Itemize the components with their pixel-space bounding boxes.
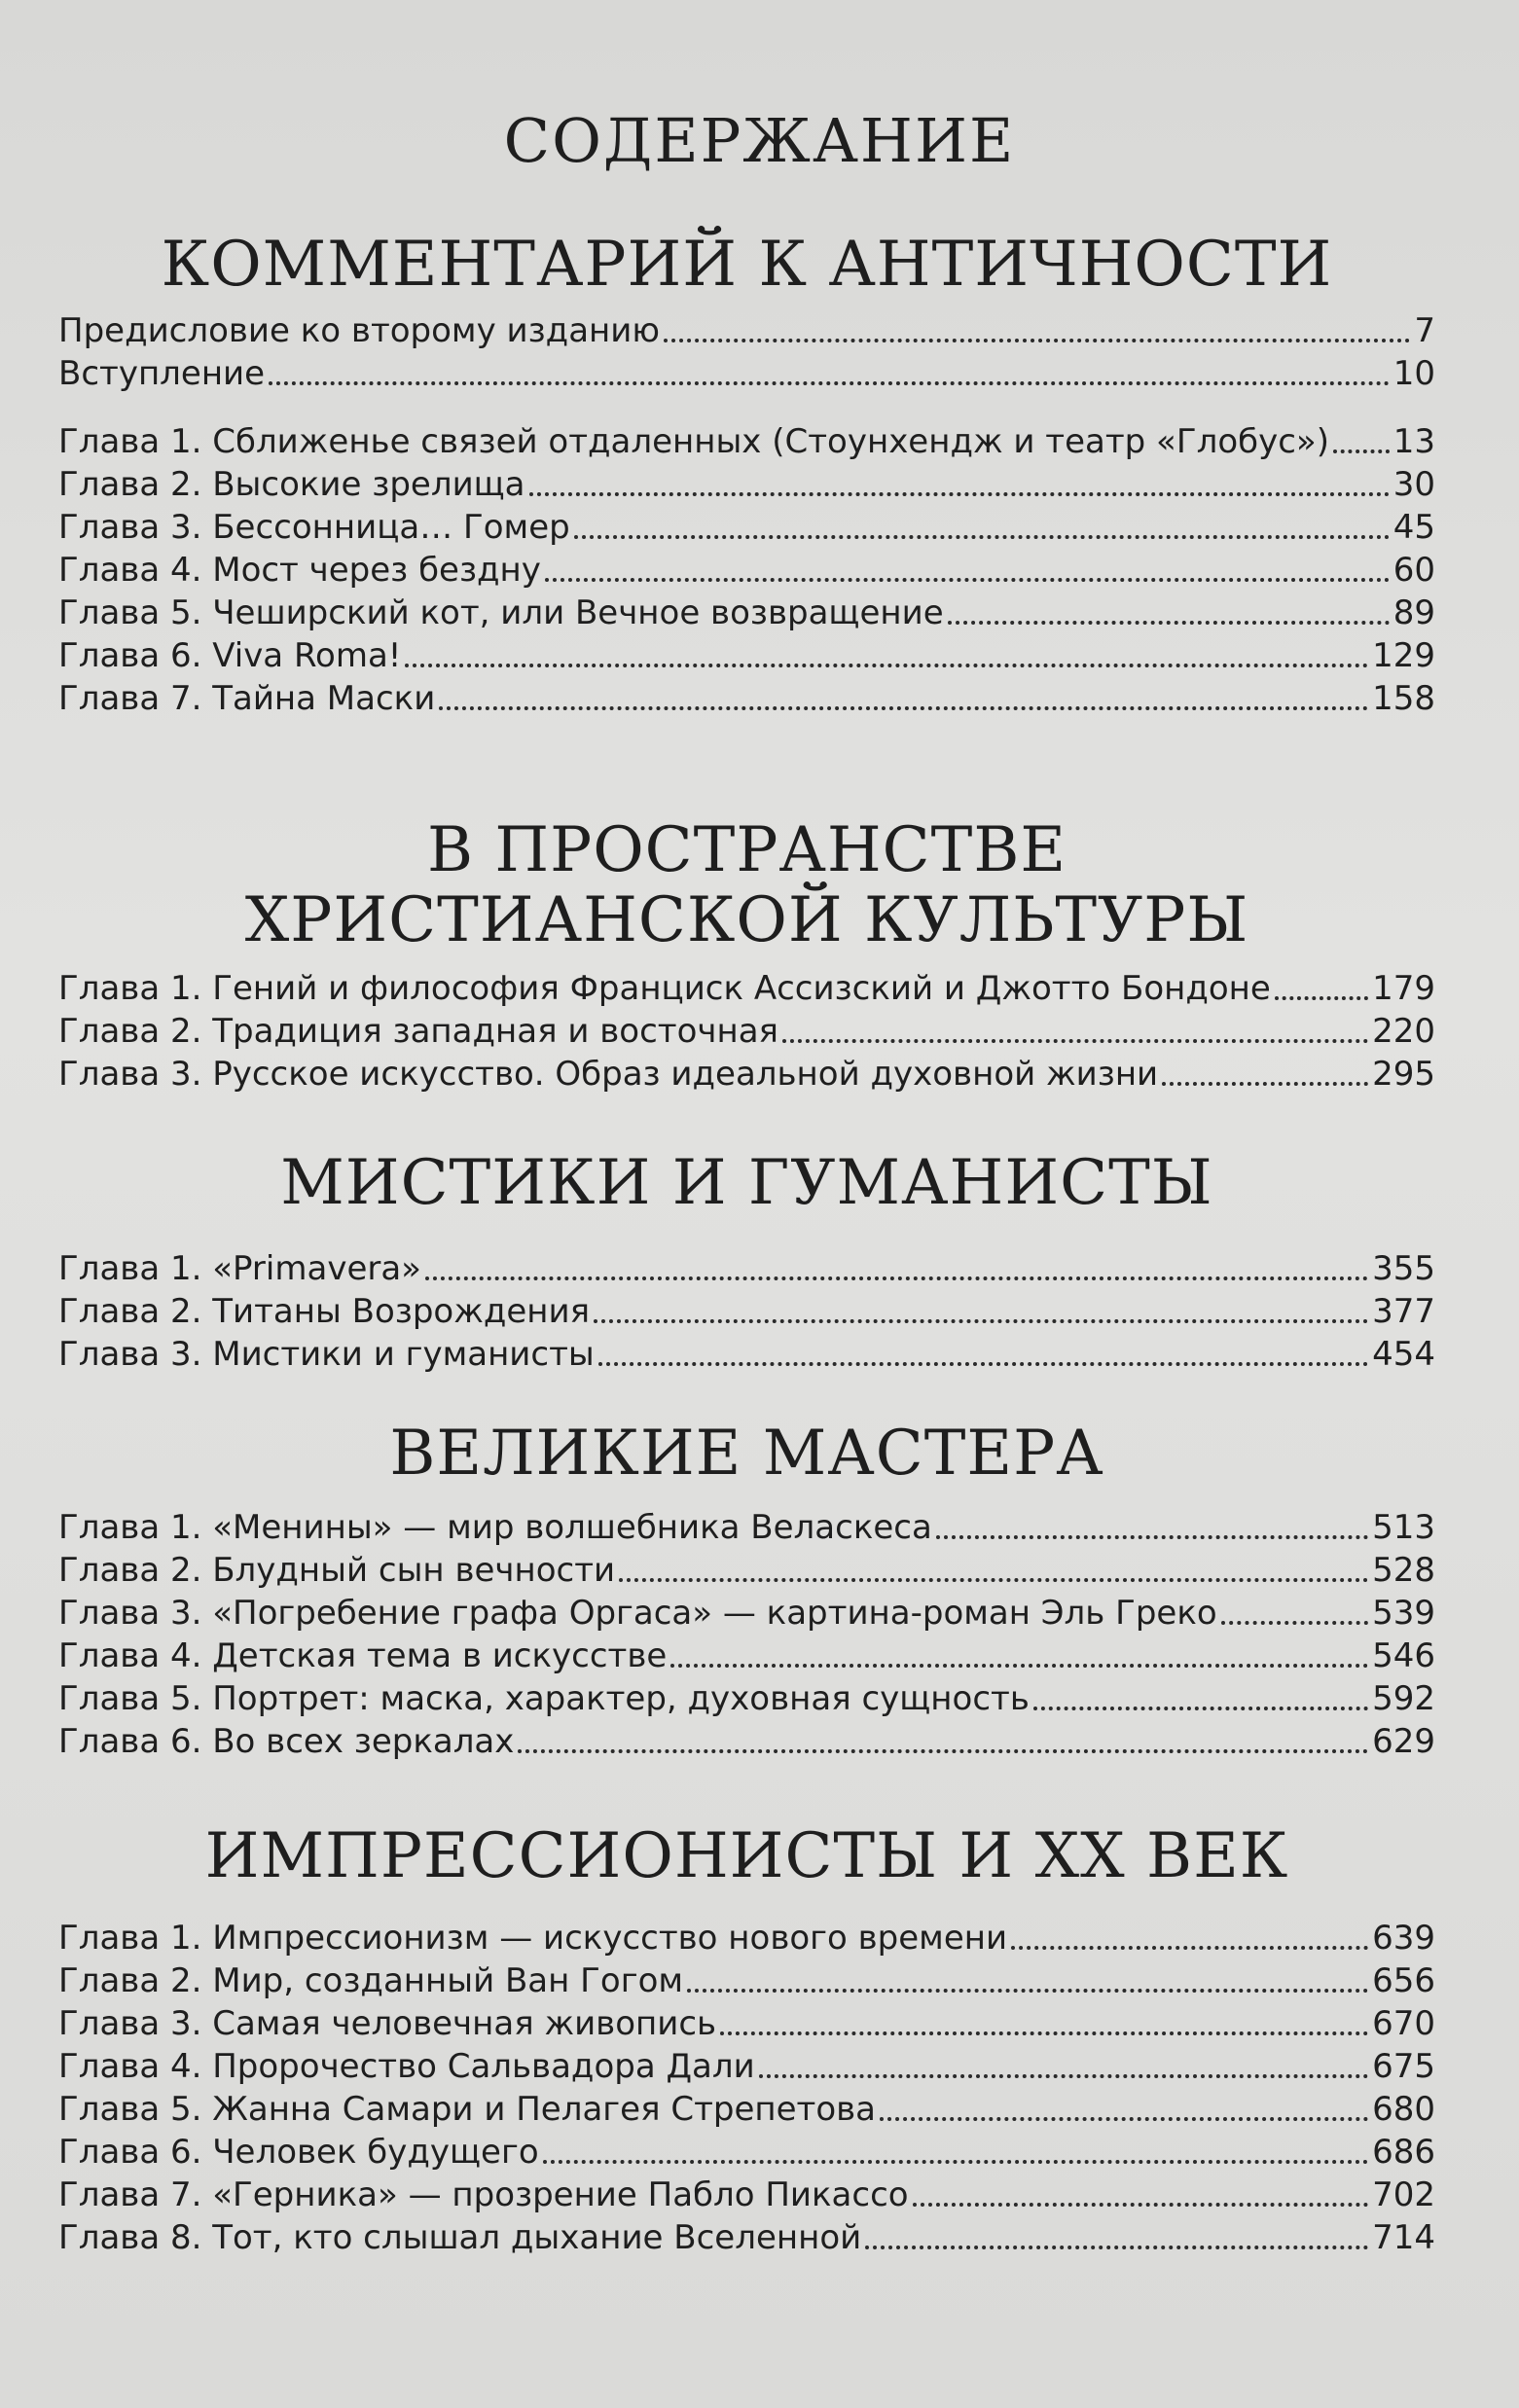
toc-entry[interactable] [58, 309, 1435, 352]
toc-entry[interactable] [58, 1290, 1435, 1333]
entry-page: 686 [1372, 2133, 1435, 2172]
entry-page: 639 [1372, 1919, 1435, 1958]
entry-page: 13 [1392, 422, 1435, 461]
dot-leader [574, 535, 1390, 539]
entry-label: Глава 3. Русское искусство. Образ идеальной духовной жизни [58, 1055, 1159, 1094]
toc-entry[interactable] [58, 352, 1435, 395]
section-title-line: ВЕЛИКИЕ МАСТЕРА [389, 1418, 1104, 1490]
entry-page: 355 [1372, 1249, 1435, 1288]
entry-page: 60 [1392, 551, 1435, 590]
dot-leader [687, 1989, 1368, 1993]
toc-entry[interactable] [58, 1959, 1435, 2002]
entry-label: Глава 4. Пророчество Сальвадора Дали [58, 2047, 755, 2086]
dot-leader [1221, 1621, 1368, 1625]
dot-leader [545, 578, 1390, 582]
dot-leader [405, 664, 1368, 667]
section-title-line: ХРИСТИАНСКОЙ КУЛЬТУРЫ [244, 884, 1249, 956]
toc-entry[interactable] [58, 1010, 1435, 1053]
toc-entry[interactable] [58, 506, 1435, 549]
entry-page: 30 [1392, 465, 1435, 504]
entry-page: 129 [1372, 636, 1435, 675]
dot-leader [619, 1578, 1368, 1582]
toc-entry[interactable] [58, 2002, 1435, 2045]
page-title: СОДЕРЖАНИЕ [503, 105, 1016, 176]
entry-label: Глава 5. Чеширский кот, или Вечное возвращение [58, 593, 944, 632]
entry-spacer [58, 395, 1435, 420]
entry-page: 10 [1392, 354, 1435, 393]
entry-list [58, 309, 1435, 720]
entry-page: 295 [1372, 1055, 1435, 1094]
dot-leader [1033, 1707, 1368, 1710]
entry-label: Глава 2. Блудный сын вечности [58, 1551, 616, 1590]
dot-leader [880, 2117, 1368, 2121]
entry-label: Глава 1. «Менины» — мир волшебника Веласкеса [58, 1508, 932, 1547]
dot-leader [594, 1319, 1368, 1323]
section-great-masters [58, 1419, 1435, 1763]
toc-entry[interactable] [58, 1677, 1435, 1720]
entry-label: Глава 2. Традиция западная и восточная [58, 1012, 778, 1051]
section-title [58, 1148, 1435, 1218]
dot-leader [269, 381, 1390, 385]
toc-entry[interactable] [58, 2045, 1435, 2088]
entry-label: Глава 3. Мистики и гуманисты [58, 1335, 595, 1374]
entry-list [58, 1917, 1435, 2259]
section-title-line: В ПРОСТРАНСТВЕ [426, 814, 1067, 886]
entry-label: Глава 4. Детская тема в искусстве [58, 1636, 668, 1675]
entry-page: 680 [1372, 2090, 1435, 2129]
entry-page: 158 [1372, 679, 1435, 718]
toc-entry[interactable] [58, 1917, 1435, 1959]
dot-leader [518, 1749, 1368, 1753]
toc-entry[interactable] [58, 1635, 1435, 1677]
entry-page: 528 [1372, 1551, 1435, 1590]
section-title-line: МИСТИКИ И ГУМАНИСТЫ [280, 1147, 1213, 1219]
section-antiquity [58, 230, 1435, 720]
toc-entry[interactable] [58, 1592, 1435, 1635]
entry-list [58, 1247, 1435, 1376]
entry-page: 714 [1372, 2218, 1435, 2257]
toc-entry[interactable] [58, 2131, 1435, 2174]
section-title [58, 815, 1435, 955]
entry-page: 179 [1372, 969, 1435, 1008]
dot-leader [1333, 449, 1390, 453]
entry-label: Глава 4. Мост через бездну [58, 551, 541, 590]
section-christian-culture [58, 815, 1435, 1096]
entry-label: Глава 5. Жанна Самари и Пелагея Стрепетова [58, 2090, 877, 2129]
entry-page: 670 [1372, 2004, 1435, 2043]
entry-page: 220 [1372, 1012, 1435, 1051]
dot-leader [543, 2160, 1368, 2164]
dot-leader [1162, 1082, 1368, 1086]
entry-label: Глава 1. Импрессионизм — искусство нового времени [58, 1919, 1008, 1958]
dot-leader [670, 1664, 1368, 1668]
dot-leader [720, 2031, 1368, 2035]
dot-leader [1275, 996, 1368, 1000]
toc-entry[interactable] [58, 1053, 1435, 1096]
toc-entry[interactable] [58, 1333, 1435, 1376]
entry-label: Глава 7. Тайна Маски [58, 679, 436, 718]
entry-label: Глава 6. Во всех зеркалах [58, 1722, 515, 1761]
toc-entry[interactable] [58, 2216, 1435, 2259]
section-title-line: ИМПРЕССИОНИСТЫ И XX ВЕК [204, 1820, 1289, 1892]
dot-leader [529, 492, 1390, 496]
section-title [58, 1419, 1435, 1489]
dot-leader [598, 1362, 1368, 1366]
entry-list [58, 1506, 1435, 1763]
toc-entry[interactable] [58, 420, 1435, 463]
entry-label: Глава 1. Гений и философия Франциск Ассизский и Джотто Бондоне [58, 969, 1271, 1008]
dot-leader [782, 1039, 1368, 1043]
toc-entry[interactable] [58, 463, 1435, 506]
entry-page: 539 [1372, 1594, 1435, 1633]
entry-label: Глава 3. Самая человечная живопись [58, 2004, 717, 2043]
entry-list [58, 967, 1435, 1096]
entry-label: Глава 1. «Primavera» [58, 1249, 421, 1288]
entry-label: Глава 2. Титаны Возрождения [58, 1292, 591, 1331]
entry-page: 454 [1372, 1335, 1435, 1374]
entry-label: Глава 8. Тот, кто слышал дыхание Вселенной [58, 2218, 862, 2257]
entry-label: Предисловие ко второму изданию [58, 311, 660, 350]
entry-page: 513 [1372, 1508, 1435, 1547]
toc-entry[interactable] [58, 1720, 1435, 1763]
entry-label: Глава 3. Бессонница… Гомер [58, 508, 570, 547]
entry-page: 629 [1372, 1722, 1435, 1761]
section-mystics-humanists [58, 1148, 1435, 1376]
dot-leader [865, 2246, 1368, 2249]
entry-page: 656 [1372, 1961, 1435, 2000]
toc-entry[interactable] [58, 634, 1435, 677]
dot-leader [1011, 1946, 1368, 1950]
section-title-line: КОММЕНТАРИЙ К АНТИЧНОСТИ [161, 229, 1333, 301]
entry-label: Вступление [58, 354, 266, 393]
dot-leader [664, 339, 1410, 342]
section-title [58, 1821, 1435, 1891]
toc-entry[interactable] [58, 1247, 1435, 1290]
entry-page: 89 [1392, 593, 1435, 632]
entry-label: Глава 1. Сближенье связей отдаленных (Стоунхендж и театр «Глобус») [58, 422, 1329, 461]
toc-entry[interactable] [58, 549, 1435, 592]
entry-label: Глава 2. Мир, созданный Ван Гогом [58, 1961, 684, 2000]
dot-leader [913, 2203, 1369, 2207]
entry-page: 702 [1372, 2175, 1435, 2214]
toc-entry[interactable] [58, 1506, 1435, 1549]
dot-leader [439, 706, 1368, 710]
dot-leader [759, 2074, 1368, 2078]
entry-label: Глава 6. Viva Roma! [58, 636, 402, 675]
entry-page: 546 [1372, 1636, 1435, 1675]
entry-label: Глава 6. Человек будущего [58, 2133, 539, 2172]
toc-entry[interactable] [58, 592, 1435, 634]
entry-page: 592 [1372, 1679, 1435, 1718]
dot-leader [948, 621, 1390, 625]
toc-entry[interactable] [58, 967, 1435, 1010]
dot-leader [425, 1276, 1368, 1280]
toc-entry[interactable] [58, 2174, 1435, 2216]
dot-leader [936, 1535, 1368, 1539]
toc-entry[interactable] [58, 2088, 1435, 2131]
toc-entry[interactable] [58, 677, 1435, 720]
entry-label: Глава 7. «Герника» — прозрение Пабло Пикассо [58, 2175, 909, 2214]
entry-page: 377 [1372, 1292, 1435, 1331]
entry-label: Глава 2. Высокие зрелища [58, 465, 525, 504]
entry-page: 7 [1414, 311, 1435, 350]
section-title [58, 230, 1435, 300]
toc-entry[interactable] [58, 1549, 1435, 1592]
section-impressionists [58, 1821, 1435, 2259]
entry-label: Глава 5. Портрет: маска, характер, духовная сущность [58, 1679, 1030, 1718]
entry-label: Глава 3. «Погребение графа Оргаса» — картина-роман Эль Греко [58, 1594, 1217, 1633]
entry-page: 675 [1372, 2047, 1435, 2086]
entry-page: 45 [1392, 508, 1435, 547]
